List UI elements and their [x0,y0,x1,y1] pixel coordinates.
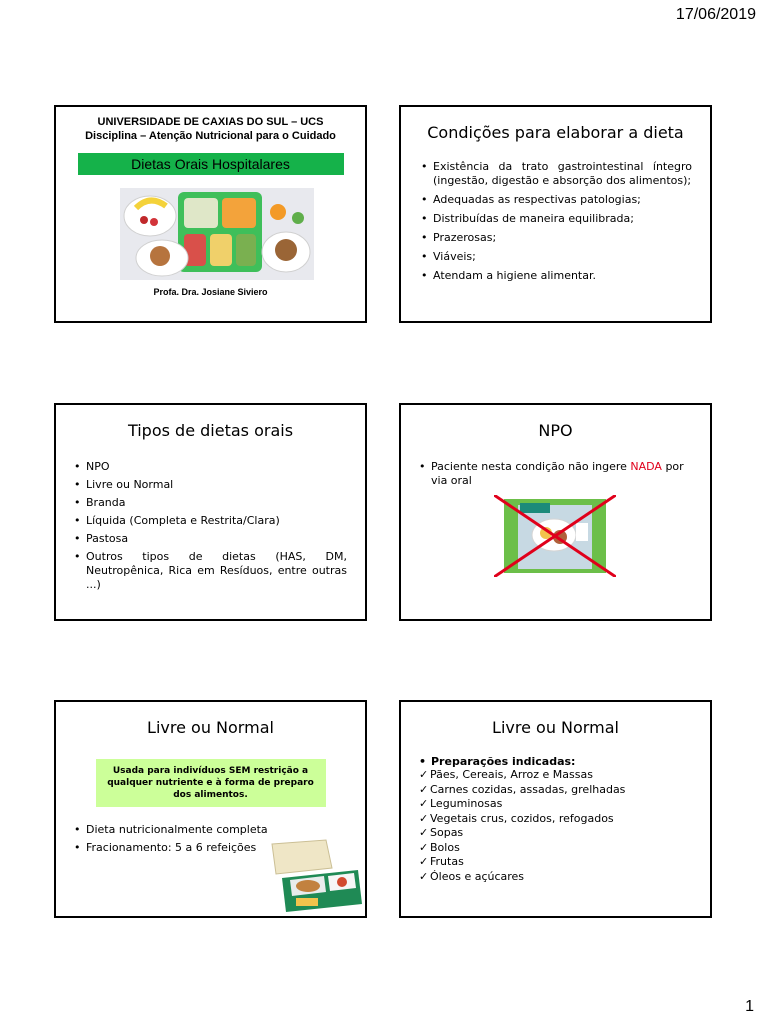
list-item: • Adequadas as respectivas patologias; [421,193,692,207]
university-name: UNIVERSIDADE DE CAXIAS DO SUL – UCS [97,116,324,128]
author-name: Profa. Dra. Josiane Siviero [153,287,268,297]
list-item [419,783,710,798]
list-item: • Distribuídas de maneira equilibrada; [421,212,692,226]
list-item: • NPO [74,460,347,474]
list-item [419,812,710,827]
list-item: • Atendam a higiene alimentar. [421,269,692,283]
npo-text-start: Paciente nesta condição não ingere [431,460,631,473]
list-item: • Prazerosas; [421,231,692,245]
item-label: Pães, Cereais, Arroz e Massas [430,768,593,781]
item-label: Óleos e açúcares [430,869,525,883]
item-label: Sopas [430,826,464,839]
check-icon: ✓ [419,782,429,796]
list-item [419,768,710,783]
slide-heading: Tipos de dietas orais [127,421,294,440]
list-item [419,826,710,841]
list-item: • Livre ou Normal [74,478,347,492]
list-item: • Pastosa [74,532,347,546]
conditions-list [421,160,692,283]
slide-normal-diet [54,700,367,918]
preparations-heading: • Preparações indicadas: [419,755,710,768]
discipline-name: Disciplina – Atenção Nutricional para o Cuidado [85,130,336,142]
slide-heading: Livre ou Normal [147,718,274,737]
crossed-out-meal-image [494,495,616,577]
list-item [419,855,710,870]
list-item: • Outros tipos de dietas (HAS, DM, Neutropênica, Rica em Resíduos, entre outras ...) [74,550,347,592]
check-icon: ✓ [419,797,429,810]
list-item [419,870,710,885]
definition-note: Usada para indivíduos SEM restrição a qualquer nutriente e à forma de preparo dos alimentos. [96,759,326,807]
check-icon: ✓ [419,869,429,883]
university-header [56,115,365,143]
list-item: • Fracionamento: 5 a 6 refeições [74,841,345,855]
slide-preparations [399,700,712,918]
list-item [419,460,692,488]
npo-text-end: por via oral [431,460,684,487]
item-label: Leguminosas [430,797,503,810]
slide-heading: Condições para elaborar a dieta [427,123,684,142]
check-icon: ✓ [419,855,429,868]
check-icon: ✓ [419,811,429,825]
item-label: Frutas [430,855,464,868]
check-icon: ✓ [419,768,429,781]
list-item: • Dieta nutricionalmente completa [74,823,345,837]
item-label: Carnes cozidas, assadas, grelhadas [430,782,626,796]
slide-heading: Livre ou Normal [492,718,619,737]
check-icon: ✓ [419,840,429,854]
slide-npo [399,403,712,621]
presentation-title: Dietas Orais Hospitalares [78,153,344,175]
slide-conditions [399,105,712,323]
list-item: • Líquida (Completa e Restrita/Clara) [74,514,347,528]
item-label: Bolos [430,840,460,854]
hospital-tray-image [262,838,366,914]
list-item [419,841,710,856]
npo-list [419,460,692,488]
check-icon: ✓ [419,826,429,839]
print-date: 17/06/2019 [675,6,756,23]
meal-tray-image [120,188,314,280]
preparations-list [401,768,710,884]
diet-types-list [74,460,347,592]
list-item: • Branda [74,496,347,510]
slide-heading: NPO [538,421,573,440]
slide-diet-types [54,403,367,621]
item-label: Vegetais crus, cozidos, refogados [430,811,614,825]
npo-highlight: NADA [630,460,662,473]
page-number: 1 [745,998,754,1015]
list-item: • Existência da trato gastrointestinal íntegro (ingestão, digestão e absorção dos alimentos); [421,160,692,188]
list-item [419,797,710,812]
slide-title [54,105,367,323]
list-item: • Viáveis; [421,250,692,264]
